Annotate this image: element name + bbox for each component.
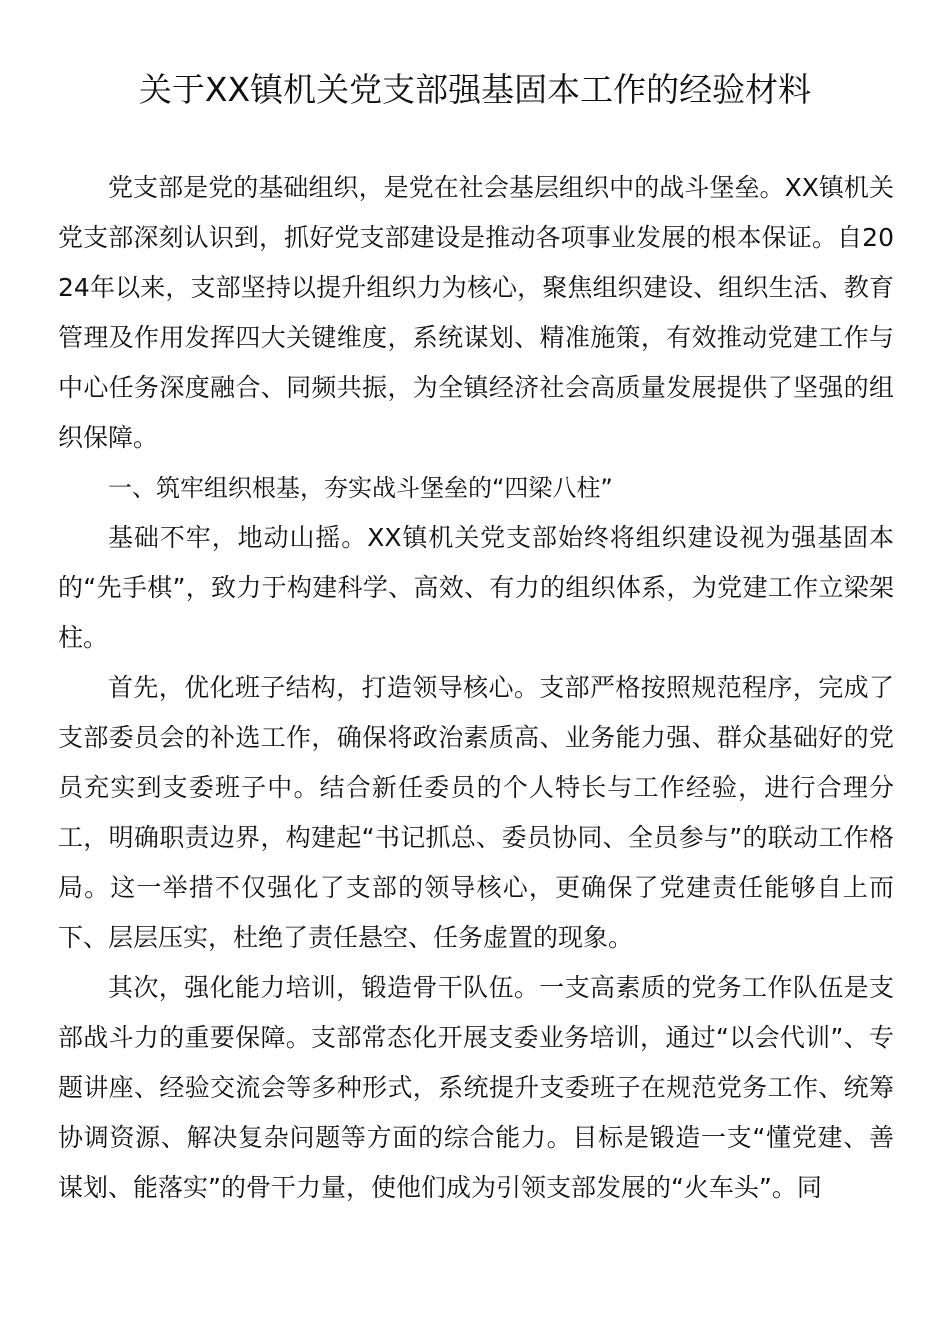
paragraph-second-measure: 其次，强化能力培训，锻造骨干队伍。一支高素质的党务工作队伍是支部战斗力的重要保障。支部常态化开展支委业务培训，通过“以会代训”、专题讲座、经验交流会等多种形式，系统提升支委班子在规范党务工作、统筹协调资源、解决复杂问题等方面的综合能力。目标是锻造一支“懂党建、善谋划、能落实”的骨干力量，使他们成为引领支部发展的“火车头”。同 (58, 973, 894, 1202)
section-heading-1: 一、筑牢组织根基，夯实战斗堡垒的“四梁八柱” (108, 474, 613, 502)
document-body (58, 163, 894, 1213)
paragraph-intro: 党支部是党的基础组织，是党在社会基层组织中的战斗堡垒。XX镇机关党支部深刻认识到，抓好党支部建设是推动各项事业发展的根本保证。自2024年以来，支部坚持以提升组织力为核心，聚焦组织建设、组织生活、教育管理及作用发挥四大关键维度，系统谋划、精准施策，有效推动党建工作与中心任务深度融合、同频共振，为全镇经济社会高质量发展提供了坚强的组织保障。 (58, 173, 894, 452)
paragraph-section-intro: 基础不牢，地动山摇。XX镇机关党支部始终将组织建设视为强基固本的“先手棋”，致力于构建科学、高效、有力的组织体系，为党建工作立梁架柱。 (58, 523, 894, 652)
paragraph-first-measure: 首先，优化班子结构，打造领导核心。支部严格按照规范程序，完成了支部委员会的补选工作，确保将政治素质高、业务能力强、群众基础好的党员充实到支委班子中。结合新任委员的个人特长与工作经验，进行合理分工，明确职责边界，构建起“书记抓总、委员协同、全员参与”的联动工作格局。这一举措不仅强化了支部的领导核心，更确保了党建责任能够自上而下、层层压实，杜绝了责任悬空、任务虚置的现象。 (58, 673, 894, 952)
document-title: 关于XX镇机关党支部强基固本工作的经验材料 (138, 70, 812, 109)
